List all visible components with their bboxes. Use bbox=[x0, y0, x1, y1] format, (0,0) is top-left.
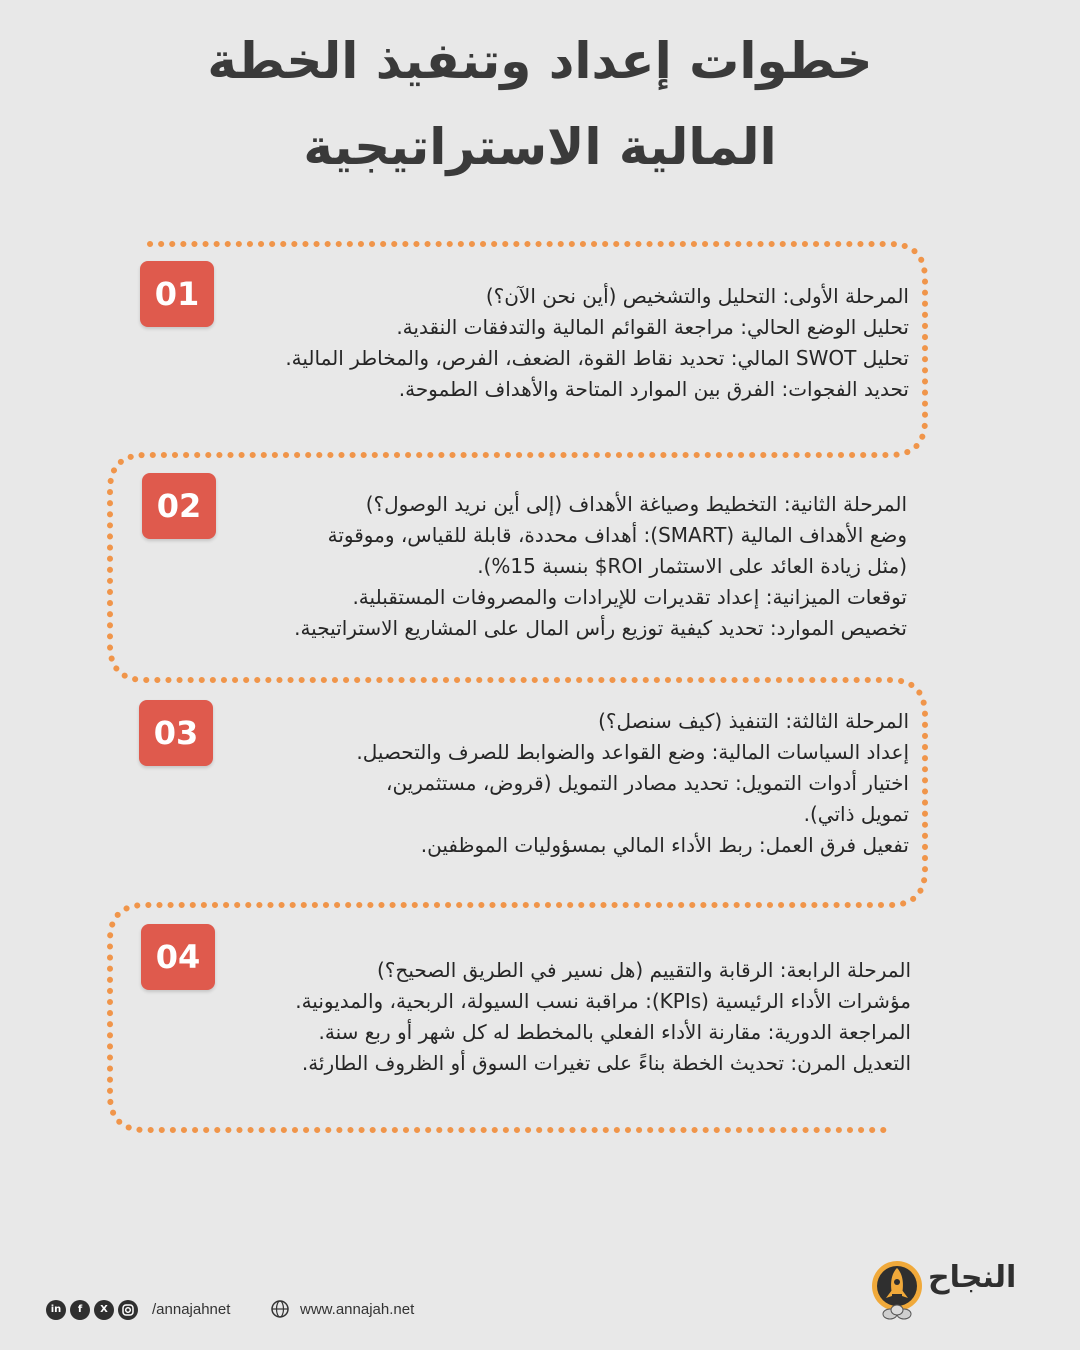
step-number-badge: 01 bbox=[140, 261, 214, 327]
step-3-text bbox=[356, 706, 909, 861]
step-4-heading: المرحلة الرابعة: الرقابة والتقييم (هل نسير في الطريق الصحيح؟) bbox=[376, 958, 911, 982]
instagram-icon[interactable] bbox=[118, 1300, 138, 1320]
facebook-icon[interactable]: f bbox=[70, 1300, 90, 1320]
step-4-line: التعديل المرن: تحديث الخطة بناءً على تغيرات السوق أو الظروف الطارئة. bbox=[301, 1051, 911, 1075]
step-2-line: وضع الأهداف المالية (SMART): أهداف محددة، قابلة للقياس، وموقوتة bbox=[327, 523, 907, 547]
step-number-badge: 04 bbox=[141, 924, 215, 990]
linkedin-icon[interactable]: in bbox=[46, 1300, 66, 1320]
x-icon[interactable]: X bbox=[94, 1300, 114, 1320]
step-1-line: تحليل SWOT المالي: تحديد نقاط القوة، الضعف، الفرص، والمخاطر المالية. bbox=[285, 346, 909, 370]
step-2-heading: المرحلة الثانية: التخطيط وصياغة الأهداف (إلى أين نريد الوصول؟) bbox=[365, 492, 907, 516]
title-line-1: خطوات إعداد وتنفيذ الخطة bbox=[207, 32, 873, 90]
step-3-line: تمويل ذاتي). bbox=[803, 802, 909, 826]
rocket-logo-icon bbox=[868, 1258, 926, 1324]
step-2-line: (مثل زيادة العائد على الاستثمار ROI$ بنسبة 15%). bbox=[477, 554, 907, 578]
step-number-badge: 02 bbox=[142, 473, 216, 539]
globe-icon bbox=[270, 1299, 290, 1319]
step-2-line: توقعات الميزانية: إعداد تقديرات للإيرادات والمصروفات المستقبلية. bbox=[352, 585, 907, 609]
step-3-line: تفعيل فرق العمل: ربط الأداء المالي بمسؤوليات الموظفين. bbox=[420, 833, 909, 857]
step-3-line: إعداد السياسات المالية: وضع القواعد والضوابط للصرف والتحصيل. bbox=[356, 740, 909, 764]
step-4-text bbox=[295, 955, 911, 1079]
step-3-heading: المرحلة الثالثة: التنفيذ (كيف سنصل؟) bbox=[598, 709, 909, 733]
step-number-badge: 03 bbox=[139, 700, 213, 766]
step-1-text bbox=[285, 281, 909, 405]
step-1-heading: المرحلة الأولى: التحليل والتشخيص (أين نحن الآن؟) bbox=[485, 284, 909, 308]
brand-logo-text: النجاح bbox=[928, 1260, 1017, 1295]
step-2-text bbox=[294, 489, 907, 644]
step-3-line: اختيار أدوات التمويل: تحديد مصادر التمويل (قروض، مستثمرين، bbox=[386, 771, 909, 795]
social-icons bbox=[46, 1300, 138, 1320]
step-1-line: تحديد الفجوات: الفرق بين الموارد المتاحة والأهداف الطموحة. bbox=[398, 377, 909, 401]
footer bbox=[0, 1260, 1080, 1350]
social-handle[interactable]: /annajahnet bbox=[152, 1301, 231, 1318]
step-2-line: تخصيص الموارد: تحديد كيفية توزيع رأس المال على المشاريع الاستراتيجية. bbox=[294, 616, 907, 640]
step-4-line: مؤشرات الأداء الرئيسية (KPIs): مراقبة نسب السيولة، الربحية، والمديونية. bbox=[295, 989, 911, 1013]
step-4-line: المراجعة الدورية: مقارنة الأداء الفعلي بالمخطط له كل شهر أو ربع سنة. bbox=[318, 1020, 911, 1044]
title-line-2: المالية الاستراتيجية bbox=[303, 118, 777, 176]
step-1-line: تحليل الوضع الحالي: مراجعة القوائم المالية والتدفقات النقدية. bbox=[396, 315, 909, 339]
website-link[interactable]: www.annajah.net bbox=[300, 1301, 415, 1318]
